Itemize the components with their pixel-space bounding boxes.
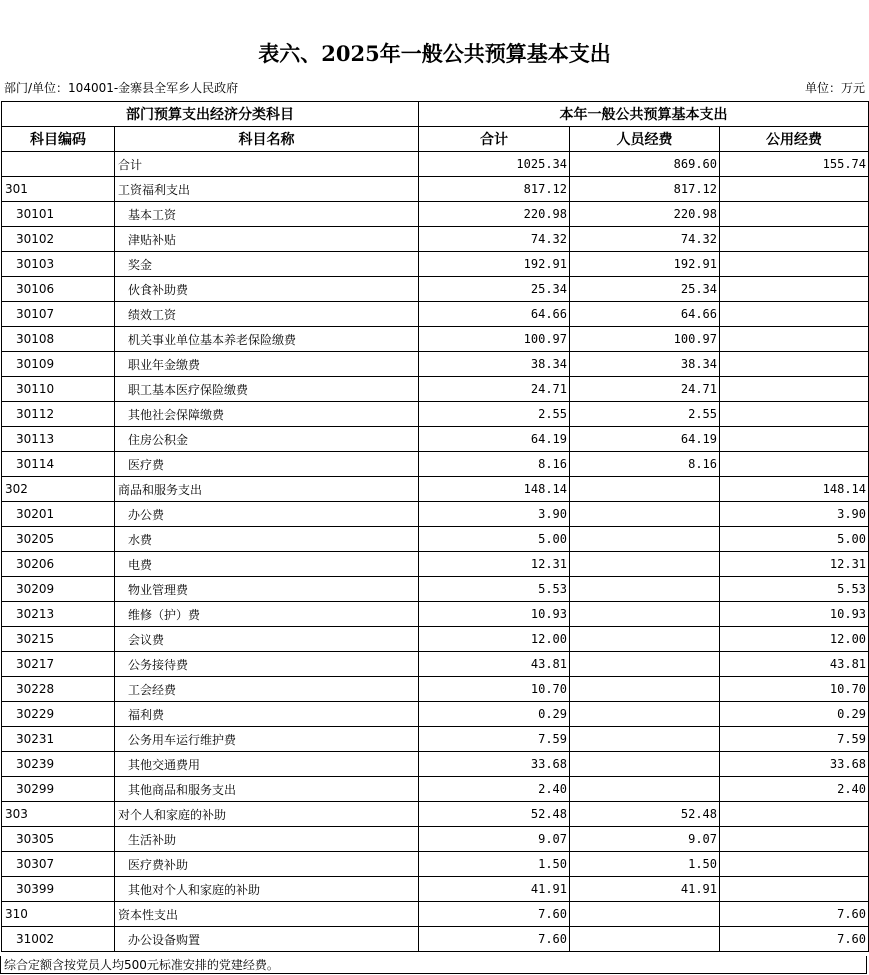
cell-personnel xyxy=(570,602,720,627)
cell-total: 52.48 xyxy=(419,802,570,827)
cell-public: 7.59 xyxy=(720,727,869,752)
cell-personnel xyxy=(570,652,720,677)
cell-total: 33.68 xyxy=(419,752,570,777)
cell-public: 43.81 xyxy=(720,652,869,677)
cell-code: 31002 xyxy=(2,927,115,952)
cell-code: 301 xyxy=(2,177,115,202)
cell-total: 12.00 xyxy=(419,627,570,652)
cell-name: 商品和服务支出 xyxy=(115,477,419,502)
cell-name: 其他社会保障缴费 xyxy=(115,402,419,427)
header-group-expenditure: 本年一般公共预算基本支出 xyxy=(419,102,869,127)
cell-public xyxy=(720,277,869,302)
cell-total: 5.53 xyxy=(419,577,570,602)
currency-unit-label: 单位：万元 xyxy=(804,81,865,95)
cell-total: 43.81 xyxy=(419,652,570,677)
cell-personnel: 64.66 xyxy=(570,302,720,327)
cell-name: 工会经费 xyxy=(115,677,419,702)
cell-name: 维修（护）费 xyxy=(115,602,419,627)
cell-public xyxy=(720,377,869,402)
cell-total: 8.16 xyxy=(419,452,570,477)
cell-code: 303 xyxy=(2,802,115,827)
cell-code: 30399 xyxy=(2,877,115,902)
cell-total: 817.12 xyxy=(419,177,570,202)
cell-code: 30305 xyxy=(2,827,115,852)
cell-code: 302 xyxy=(2,477,115,502)
cell-total: 9.07 xyxy=(419,827,570,852)
cell-total: 38.34 xyxy=(419,352,570,377)
cell-public: 7.60 xyxy=(720,927,869,952)
cell-name: 基本工资 xyxy=(115,202,419,227)
cell-personnel: 8.16 xyxy=(570,452,720,477)
cell-public xyxy=(720,202,869,227)
cell-name: 办公设备购置 xyxy=(115,927,419,952)
cell-public: 7.60 xyxy=(720,902,869,927)
cell-personnel: 74.32 xyxy=(570,227,720,252)
cell-code: 30215 xyxy=(2,627,115,652)
cell-public: 0.29 xyxy=(720,702,869,727)
cell-personnel xyxy=(570,527,720,552)
cell-code: 30114 xyxy=(2,452,115,477)
cell-code: 310 xyxy=(2,902,115,927)
cell-public xyxy=(720,302,869,327)
cell-personnel: 1.50 xyxy=(570,852,720,877)
cell-total: 7.60 xyxy=(419,902,570,927)
cell-total: 0.29 xyxy=(419,702,570,727)
cell-public: 33.68 xyxy=(720,752,869,777)
cell-name: 水费 xyxy=(115,527,419,552)
cell-total: 5.00 xyxy=(419,527,570,552)
cell-personnel xyxy=(570,727,720,752)
cell-public xyxy=(720,802,869,827)
cell-code: 30206 xyxy=(2,552,115,577)
table-row xyxy=(2,152,869,177)
cell-personnel xyxy=(570,627,720,652)
cell-public: 12.31 xyxy=(720,552,869,577)
table-row xyxy=(2,652,869,677)
cell-code: 30307 xyxy=(2,852,115,877)
table-row xyxy=(2,427,869,452)
cell-code: 30209 xyxy=(2,577,115,602)
cell-public xyxy=(720,252,869,277)
table-row xyxy=(2,802,869,827)
cell-total: 41.91 xyxy=(419,877,570,902)
cell-code: 30231 xyxy=(2,727,115,752)
cell-name: 对个人和家庭的补助 xyxy=(115,802,419,827)
cell-personnel xyxy=(570,777,720,802)
cell-code: 30239 xyxy=(2,752,115,777)
table-row xyxy=(2,302,869,327)
cell-code: 30110 xyxy=(2,377,115,402)
cell-personnel: 100.97 xyxy=(570,327,720,352)
table-row xyxy=(2,677,869,702)
cell-total: 24.71 xyxy=(419,377,570,402)
cell-name: 住房公积金 xyxy=(115,427,419,452)
cell-public xyxy=(720,827,869,852)
cell-code: 30229 xyxy=(2,702,115,727)
cell-public: 12.00 xyxy=(720,627,869,652)
cell-name: 办公费 xyxy=(115,502,419,527)
cell-total: 100.97 xyxy=(419,327,570,352)
table-row xyxy=(2,827,869,852)
cell-total: 2.55 xyxy=(419,402,570,427)
page-title: 表六、2025年一般公共预算基本支出 xyxy=(258,41,611,66)
cell-name: 医疗费补助 xyxy=(115,852,419,877)
cell-name: 职业年金缴费 xyxy=(115,352,419,377)
cell-code: 30217 xyxy=(2,652,115,677)
cell-personnel xyxy=(570,702,720,727)
cell-public: 155.74 xyxy=(720,152,869,177)
cell-name: 物业管理费 xyxy=(115,577,419,602)
table-row xyxy=(2,277,869,302)
cell-total: 7.59 xyxy=(419,727,570,752)
cell-total: 148.14 xyxy=(419,477,570,502)
cell-name: 生活补助 xyxy=(115,827,419,852)
header-personnel: 人员经费 xyxy=(570,127,720,152)
table-row xyxy=(2,627,869,652)
cell-name: 其他商品和服务支出 xyxy=(115,777,419,802)
table-row xyxy=(2,477,869,502)
cell-public: 5.00 xyxy=(720,527,869,552)
cell-name: 职工基本医疗保险缴费 xyxy=(115,377,419,402)
cell-personnel xyxy=(570,677,720,702)
header-group-row xyxy=(2,102,869,127)
cell-total: 12.31 xyxy=(419,552,570,577)
cell-total: 25.34 xyxy=(419,277,570,302)
cell-personnel xyxy=(570,502,720,527)
table-row xyxy=(2,327,869,352)
cell-public xyxy=(720,227,869,252)
table-row xyxy=(2,602,869,627)
table-body xyxy=(2,152,869,952)
cell-total: 192.91 xyxy=(419,252,570,277)
cell-name: 公务接待费 xyxy=(115,652,419,677)
cell-name: 公务用车运行维护费 xyxy=(115,727,419,752)
cell-code: 30107 xyxy=(2,302,115,327)
department-unit-label: 部门/单位：104001-金寨县全军乡人民政府 xyxy=(4,81,239,95)
cell-personnel: 24.71 xyxy=(570,377,720,402)
cell-personnel: 192.91 xyxy=(570,252,720,277)
cell-name: 资本性支出 xyxy=(115,902,419,927)
cell-code: 30109 xyxy=(2,352,115,377)
cell-name: 电费 xyxy=(115,552,419,577)
table-row xyxy=(2,227,869,252)
cell-personnel xyxy=(570,752,720,777)
cell-code: 30113 xyxy=(2,427,115,452)
cell-code: 30213 xyxy=(2,602,115,627)
cell-code: 30299 xyxy=(2,777,115,802)
header-public: 公用经费 xyxy=(720,127,869,152)
table-row xyxy=(2,777,869,802)
table-row xyxy=(2,452,869,477)
header-code: 科目编码 xyxy=(2,127,115,152)
table-row xyxy=(2,202,869,227)
table-row xyxy=(2,702,869,727)
table-row xyxy=(2,752,869,777)
cell-public: 10.93 xyxy=(720,602,869,627)
table-row xyxy=(2,877,869,902)
cell-personnel: 38.34 xyxy=(570,352,720,377)
cell-name: 津贴补贴 xyxy=(115,227,419,252)
cell-code: 30103 xyxy=(2,252,115,277)
cell-code: 30205 xyxy=(2,527,115,552)
cell-name: 机关事业单位基本养老保险缴费 xyxy=(115,327,419,352)
cell-public xyxy=(720,327,869,352)
budget-table xyxy=(1,101,869,952)
table-row xyxy=(2,852,869,877)
footnote: 综合定额含按党员人均500元标准安排的党建经费。 xyxy=(0,956,867,974)
cell-public xyxy=(720,427,869,452)
cell-total: 2.40 xyxy=(419,777,570,802)
cell-public xyxy=(720,452,869,477)
cell-name: 工资福利支出 xyxy=(115,177,419,202)
cell-name: 其他交通费用 xyxy=(115,752,419,777)
cell-personnel xyxy=(570,577,720,602)
cell-personnel: 41.91 xyxy=(570,877,720,902)
table-row xyxy=(2,927,869,952)
table-row xyxy=(2,352,869,377)
cell-code xyxy=(2,152,115,177)
cell-public: 5.53 xyxy=(720,577,869,602)
cell-total: 10.70 xyxy=(419,677,570,702)
cell-public: 10.70 xyxy=(720,677,869,702)
header-name: 科目名称 xyxy=(115,127,419,152)
table-row xyxy=(2,377,869,402)
cell-total: 220.98 xyxy=(419,202,570,227)
cell-personnel: 817.12 xyxy=(570,177,720,202)
table-row xyxy=(2,527,869,552)
cell-public xyxy=(720,402,869,427)
cell-public xyxy=(720,177,869,202)
cell-public: 2.40 xyxy=(720,777,869,802)
cell-public xyxy=(720,352,869,377)
cell-personnel: 2.55 xyxy=(570,402,720,427)
cell-total: 7.60 xyxy=(419,927,570,952)
cell-code: 30108 xyxy=(2,327,115,352)
cell-personnel: 25.34 xyxy=(570,277,720,302)
cell-total: 1.50 xyxy=(419,852,570,877)
cell-name: 其他对个人和家庭的补助 xyxy=(115,877,419,902)
cell-public: 3.90 xyxy=(720,502,869,527)
table-row xyxy=(2,577,869,602)
table-row xyxy=(2,727,869,752)
cell-code: 30101 xyxy=(2,202,115,227)
cell-total: 1025.34 xyxy=(419,152,570,177)
cell-name: 福利费 xyxy=(115,702,419,727)
cell-code: 30228 xyxy=(2,677,115,702)
table-row xyxy=(2,252,869,277)
cell-total: 74.32 xyxy=(419,227,570,252)
cell-code: 30201 xyxy=(2,502,115,527)
cell-personnel: 64.19 xyxy=(570,427,720,452)
cell-personnel: 869.60 xyxy=(570,152,720,177)
cell-public xyxy=(720,852,869,877)
table-row xyxy=(2,402,869,427)
table-row xyxy=(2,502,869,527)
cell-total: 64.66 xyxy=(419,302,570,327)
cell-personnel xyxy=(570,927,720,952)
cell-name: 会议费 xyxy=(115,627,419,652)
table-row xyxy=(2,902,869,927)
cell-code: 30112 xyxy=(2,402,115,427)
cell-name: 医疗费 xyxy=(115,452,419,477)
cell-name: 绩效工资 xyxy=(115,302,419,327)
table-row xyxy=(2,552,869,577)
table-row xyxy=(2,177,869,202)
header-total: 合计 xyxy=(419,127,570,152)
cell-total: 3.90 xyxy=(419,502,570,527)
cell-name: 合计 xyxy=(115,152,419,177)
header-group-classification: 部门预算支出经济分类科目 xyxy=(2,102,419,127)
cell-public xyxy=(720,877,869,902)
cell-name: 伙食补助费 xyxy=(115,277,419,302)
cell-code: 30102 xyxy=(2,227,115,252)
cell-personnel xyxy=(570,552,720,577)
cell-personnel xyxy=(570,477,720,502)
cell-personnel: 52.48 xyxy=(570,802,720,827)
cell-personnel: 220.98 xyxy=(570,202,720,227)
cell-total: 64.19 xyxy=(419,427,570,452)
header-column-row xyxy=(2,127,869,152)
cell-personnel: 9.07 xyxy=(570,827,720,852)
cell-public: 148.14 xyxy=(720,477,869,502)
cell-total: 10.93 xyxy=(419,602,570,627)
cell-name: 奖金 xyxy=(115,252,419,277)
cell-code: 30106 xyxy=(2,277,115,302)
cell-personnel xyxy=(570,902,720,927)
